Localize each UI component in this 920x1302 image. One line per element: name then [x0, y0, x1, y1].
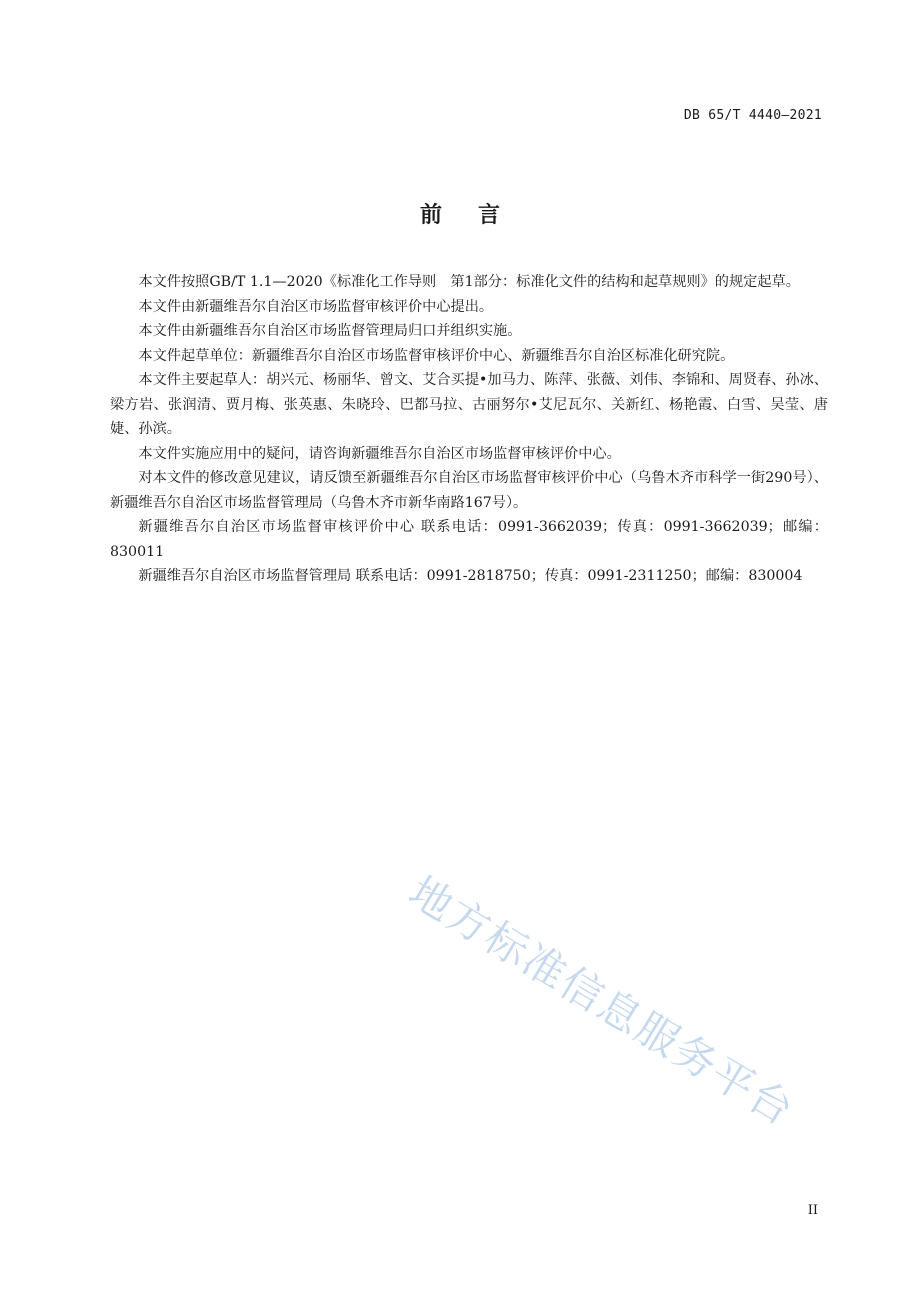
paragraph-administrator: 本文件由新疆维吾尔自治区市场监督管理局归口并组织实施。 — [138, 323, 522, 339]
document-number: DB 65/T 4440—2021 — [683, 108, 822, 123]
paragraph-drafting-rules: 本文件按照GB/T 1.1—2020《标准化工作导则 第1部分：标准化文件的结构和起草规则》的规定起草。 — [138, 274, 800, 290]
paragraph-inquiries: 本文件实施应用中的疑问，请咨询新疆维吾尔自治区市场监督审核评价中心。 — [138, 445, 621, 462]
paragraph-drafting-units: 本文件起草单位：新疆维吾尔自治区市场监督审核评价中心、新疆维吾尔自治区标准化研究院。 — [138, 347, 735, 364]
paragraph-contact-center: 新疆维吾尔自治区市场监督审核评价中心 联系电话：0991-3662039；传真：0991-3662039；邮编：830011 — [110, 519, 828, 560]
page-number: II — [807, 1203, 818, 1218]
paragraph-feedback: 对本文件的修改意见建议，请反馈至新疆维吾尔自治区市场监督审核评价中心（乌鲁木齐市科学一街290号）、新疆维吾尔自治区市场监督管理局（乌鲁木齐市新华南路167号）。 — [110, 470, 828, 511]
preface-body — [110, 270, 828, 589]
watermark: 地方标准信息服务平台 — [400, 866, 804, 1136]
paragraph-proposer: 本文件由新疆维吾尔自治区市场监督审核评价中心提出。 — [138, 298, 494, 315]
page-title: 前言 — [419, 203, 536, 228]
paragraph-drafters: 本文件主要起草人：胡兴元、杨丽华、曾文、艾合买提•加马力、陈萍、张薇、刘伟、李锦和、周贤春、孙冰、梁方岩、张润清、贾月梅、张英惠、朱晓玲、巴都马拉、古丽努尔•艾尼瓦尔、关新红、杨艳霞、白雪、吴莹、唐婕、孙滨。 — [110, 372, 828, 437]
paragraph-contact-bureau: 新疆维吾尔自治区市场监督管理局 联系电话：0991-2818750；传真：0991-2311250；邮编：830004 — [138, 568, 803, 584]
